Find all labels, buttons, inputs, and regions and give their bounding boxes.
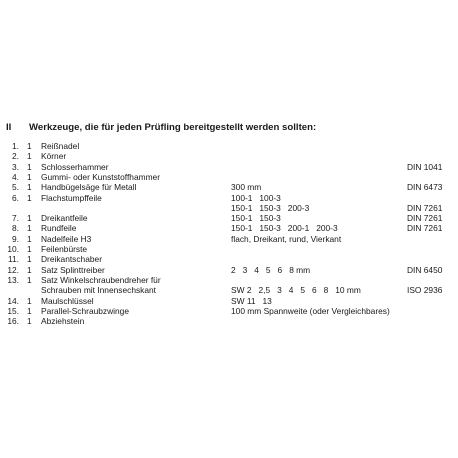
tool-spec: 150-1 150-3 200-3 xyxy=(231,202,310,213)
tool-row xyxy=(0,162,458,172)
row-number: 16. xyxy=(7,316,19,327)
tool-name: Satz Winkelschraubendreher für xyxy=(41,274,161,285)
norm-reference: ISO 2936 xyxy=(407,285,443,296)
tool-name: Dreikantfeile xyxy=(41,213,88,224)
tool-spec: 300 mm xyxy=(231,182,262,193)
tool-spec: 100 mm Spannweite (oder Vergleichbares) xyxy=(231,305,390,316)
tool-row xyxy=(0,151,458,161)
row-number: 6. xyxy=(12,192,19,203)
tool-name: Gummi- oder Kunststoffhammer xyxy=(41,171,160,182)
tool-row xyxy=(0,193,458,203)
quantity: 1 xyxy=(27,223,32,234)
tool-name: Körner xyxy=(41,151,67,162)
row-number: 7. xyxy=(12,213,19,224)
tool-name: Abziehstein xyxy=(41,316,85,327)
tool-row xyxy=(0,316,458,326)
row-number: 10. xyxy=(7,244,19,254)
row-number: 13. xyxy=(7,274,19,285)
norm-reference: DIN 6450 xyxy=(407,264,443,275)
tool-name: Reißnadel xyxy=(41,141,80,151)
tool-name: Parallel-Schraubzwinge xyxy=(41,305,129,316)
row-number: 2. xyxy=(12,151,19,162)
tool-row xyxy=(0,213,458,223)
norm-reference: DIN 1041 xyxy=(407,161,443,172)
row-number: 8. xyxy=(12,223,19,234)
tool-row xyxy=(0,306,458,316)
quantity: 1 xyxy=(27,233,32,244)
row-number: 15. xyxy=(7,305,19,316)
tool-row xyxy=(0,172,458,182)
tool-name: Rundfeile xyxy=(41,223,77,234)
row-number: 12. xyxy=(7,264,19,275)
tool-name: Satz Splinttreiber xyxy=(41,264,105,275)
tool-name: Maulschlüssel xyxy=(41,295,94,306)
row-number: 9. xyxy=(12,233,19,244)
quantity: 1 xyxy=(27,264,32,275)
tool-name: Handbügelsäge für Metall xyxy=(41,182,137,193)
section-title: Werkzeuge, die für jeden Prüfling bereitgestellt werden sollten: xyxy=(29,122,317,133)
tool-name: Schlosserhammer xyxy=(41,161,109,172)
row-number: 5. xyxy=(12,182,19,193)
quantity: 1 xyxy=(27,316,32,327)
section-heading xyxy=(0,122,458,136)
row-number: 1. xyxy=(12,141,19,151)
quantity: 1 xyxy=(27,305,32,316)
tool-row xyxy=(0,265,458,275)
section-number: II xyxy=(6,122,12,133)
tool-row xyxy=(0,244,458,254)
tool-spec: 2 3 4 5 6 8 mm xyxy=(231,264,311,275)
tool-spec: SW 11 13 xyxy=(231,295,272,306)
tool-name: Dreikantschaber xyxy=(41,254,102,265)
quantity: 1 xyxy=(27,254,32,265)
row-number: 11. xyxy=(7,254,19,265)
quantity: 1 xyxy=(27,141,32,151)
tool-spec: 150-1 150-3 xyxy=(231,213,281,224)
tool-spec: 150-1 150-3 200-1 200-3 xyxy=(231,223,338,234)
row-number: 4. xyxy=(12,171,19,182)
tool-row xyxy=(0,203,458,213)
tool-row xyxy=(0,182,458,192)
tool-row xyxy=(0,254,458,264)
norm-reference: DIN 7261 xyxy=(407,223,443,234)
tool-spec: flach, Dreikant, rund, Vierkant xyxy=(231,233,342,244)
norm-reference: DIN 7261 xyxy=(407,213,443,224)
tool-row xyxy=(0,275,458,285)
tool-row xyxy=(0,234,458,244)
quantity: 1 xyxy=(27,151,32,162)
quantity: 1 xyxy=(27,274,32,285)
tool-row xyxy=(0,285,458,295)
tool-name: Feilenbürste xyxy=(41,244,88,254)
quantity: 1 xyxy=(27,161,32,172)
tool-name: Schrauben mit Innensechskant xyxy=(41,285,156,296)
tool-spec: 100-1 100-3 xyxy=(231,192,281,203)
tool-row xyxy=(0,296,458,306)
norm-reference: DIN 6473 xyxy=(407,182,443,193)
tool-spec: SW 2 2,5 3 4 5 6 8 10 mm xyxy=(231,285,361,296)
tool-name: Nadelfeile H3 xyxy=(41,233,92,244)
quantity: 1 xyxy=(27,244,32,254)
row-number: 14. xyxy=(7,295,19,306)
quantity: 1 xyxy=(27,182,32,193)
quantity: 1 xyxy=(27,213,32,224)
tool-name: Flachstumpffeile xyxy=(41,192,102,203)
quantity: 1 xyxy=(27,192,32,203)
quantity: 1 xyxy=(27,295,32,306)
tool-row xyxy=(0,223,458,233)
row-number: 3. xyxy=(12,161,19,172)
norm-reference: DIN 7261 xyxy=(407,202,443,213)
tool-row xyxy=(0,141,458,151)
quantity: 1 xyxy=(27,171,32,182)
